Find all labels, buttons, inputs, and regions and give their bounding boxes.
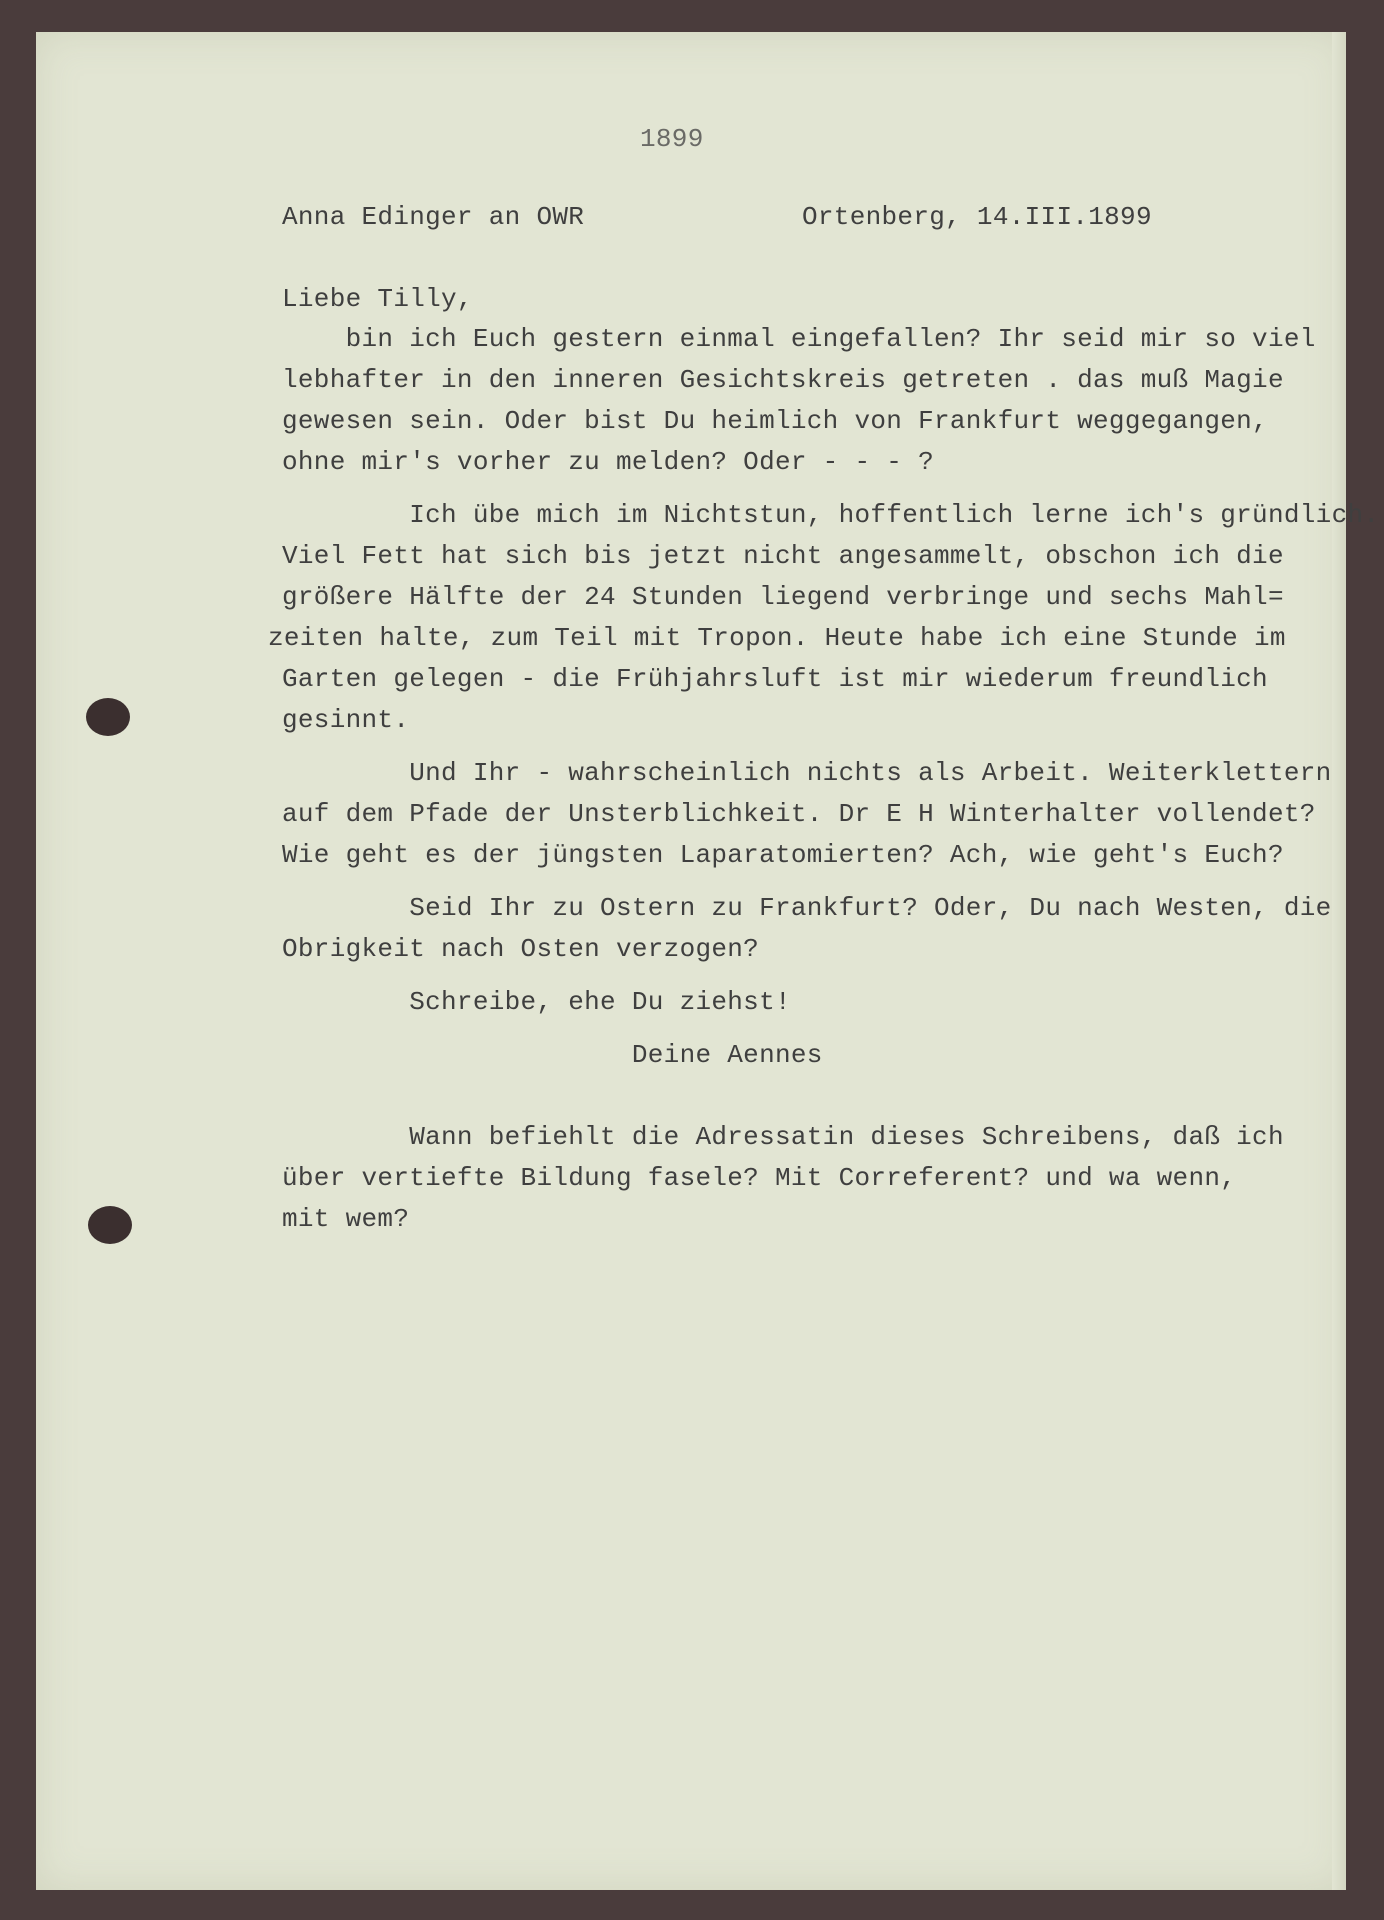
body-line: Garten gelegen - die Frühjahrsluft ist mir wiederum freundlich xyxy=(282,664,1268,694)
body-line: bin ich Euch gestern einmal eingefallen? Ihr seid mir so viel xyxy=(282,324,1316,354)
body-line: gewesen sein. Oder bist Du heimlich von Frankfurt weggegangen, xyxy=(282,406,1268,436)
body-line: Seid Ihr zu Ostern zu Frankfurt? Oder, Du nach Westen, die xyxy=(282,893,1332,923)
punch-hole-top xyxy=(86,698,130,736)
body-line: ohne mir's vorher zu melden? Oder - - - ? xyxy=(282,447,935,477)
body-line: Obrigkeit nach Osten verzogen? xyxy=(282,934,760,964)
body-line: gesinnt. xyxy=(282,705,410,735)
letter-signature: Deine Aennes xyxy=(282,1040,823,1070)
body-line: Viel Fett hat sich bis jetzt nicht angesammelt, obschon ich die xyxy=(282,541,1284,571)
page-edge-shadow xyxy=(1332,32,1346,1890)
postscript-line: mit wem? xyxy=(282,1204,410,1234)
page-year: 1899 xyxy=(640,124,704,154)
body-line: Ich übe mich im Nichtstun, hoffentlich lerne ich's gründlich. xyxy=(282,500,1380,530)
body-line: zeiten halte, zum Teil mit Tropon. Heute habe ich eine Stunde im xyxy=(268,623,1286,653)
letter-place-date: Ortenberg, 14.III.1899 xyxy=(802,202,1152,232)
letter-salutation: Liebe Tilly, xyxy=(282,284,473,314)
document-page xyxy=(36,32,1380,1890)
body-line: größere Hälfte der 24 Stunden liegend verbringe und sechs Mahl= xyxy=(282,582,1284,612)
body-line: Wie geht es der jüngsten Laparatomierten? Ach, wie geht's Euch? xyxy=(282,840,1284,870)
body-line: Schreibe, ehe Du ziehst! xyxy=(282,987,791,1017)
body-line: auf dem Pfade der Unsterblichkeit. Dr E H Winterhalter vollendet? xyxy=(282,799,1316,829)
body-line: Und Ihr - wahrscheinlich nichts als Arbeit. Weiterklettern xyxy=(282,758,1332,788)
postscript-line: über vertiefte Bildung fasele? Mit Correferent? und wa wenn, xyxy=(282,1163,1237,1193)
letter-sender: Anna Edinger an OWR xyxy=(282,202,585,232)
punch-hole-bottom xyxy=(88,1206,132,1244)
postscript-line: Wann befiehlt die Adressatin dieses Schreibens, daß ich xyxy=(282,1122,1284,1152)
body-line: lebhafter in den inneren Gesichtskreis getreten . das muß Magie xyxy=(282,365,1284,395)
